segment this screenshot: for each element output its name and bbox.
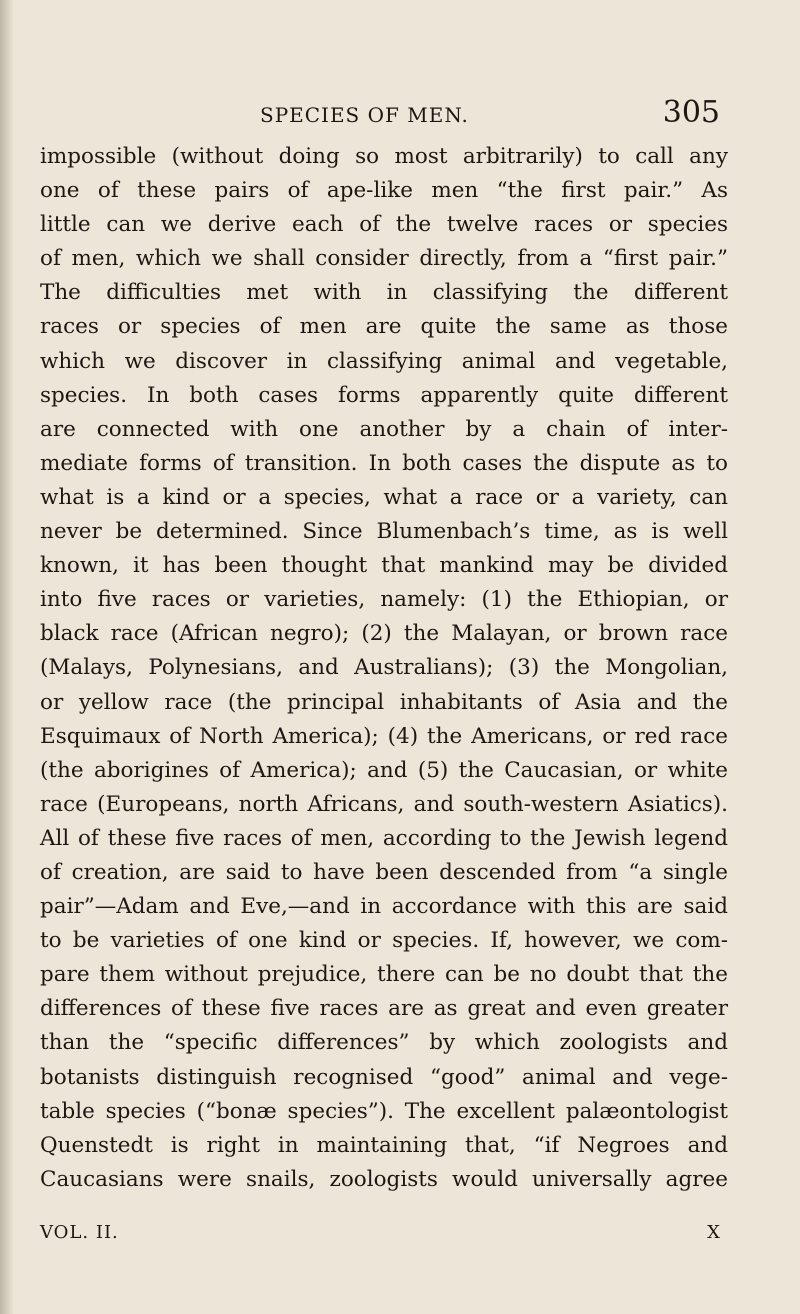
text-line: All of these five races of men, according to the Jewish legend	[40, 825, 728, 851]
text-line: to be varieties of one kind or species. If, however, we com-	[40, 928, 728, 954]
text-line: into five races or varieties, namely: (1) the Ethiopian, or	[40, 587, 728, 613]
running-head	[40, 95, 720, 135]
text-line: of men, which we shall consider directly, from a “first pair.”	[40, 246, 728, 272]
text-line: species. In both cases forms apparently quite different	[40, 382, 728, 408]
text-line: of creation, are said to have been descended from “a single	[40, 859, 728, 885]
text-line: than the “specific differences” by which zoologists and	[40, 1030, 728, 1056]
volume-label: VOL. II.	[40, 1222, 119, 1243]
text-line: Esquimaux of North America); (4) the Americans, or red race	[40, 723, 728, 749]
text-line: differences of these five races are as great and even greater	[40, 996, 728, 1022]
text-line: Quenstedt is right in maintaining that, “if Negroes and	[40, 1132, 728, 1158]
text-line: race (Europeans, north Africans, and south-western Asiatics).	[40, 791, 728, 817]
text-line: botanists distinguish recognised “good” animal and vege-	[40, 1064, 728, 1090]
running-title: SPECIES OF MEN.	[260, 103, 469, 127]
text-line: pare them without prejudice, there can be no doubt that the	[40, 962, 728, 988]
text-line: never be determined. Since Blumenbach’s time, as is well	[40, 519, 728, 545]
text-line: or yellow race (the principal inhabitants of Asia and the	[40, 689, 728, 715]
binding-edge	[0, 0, 14, 1314]
text-line: pair”—Adam and Eve,—and in accordance with this are said	[40, 894, 728, 920]
body-text	[40, 140, 728, 1197]
text-line: The difficulties met with in classifying the different	[40, 280, 728, 306]
text-line: little can we derive each of the twelve races or species	[40, 212, 728, 238]
text-line: impossible (without doing so most arbitrarily) to call any	[40, 144, 728, 169]
text-line: known, it has been thought that mankind may be divided	[40, 553, 728, 579]
text-line: table species (“bonæ species”). The excellent palæontologist	[40, 1098, 728, 1124]
text-line: are connected with one another by a chain of inter-	[40, 416, 728, 442]
text-line: black race (African negro); (2) the Malayan, or brown race	[40, 621, 728, 647]
text-line: Caucasians were snails, zoologists would universally agree	[40, 1166, 728, 1192]
text-line: which we discover in classifying animal and vegetable,	[40, 348, 728, 374]
text-line: what is a kind or a species, what a race or a variety, can	[40, 484, 728, 510]
text-line: one of these pairs of ape-like men “the first pair.” As	[40, 178, 728, 204]
signature-mark: X	[707, 1222, 720, 1243]
text-line: races or species of men are quite the same as those	[40, 314, 728, 340]
page-number: 305	[662, 95, 720, 130]
text-line: (Malays, Polynesians, and Australians); (3) the Mongolian,	[40, 655, 728, 681]
text-line: mediate forms of transition. In both cases the dispute as to	[40, 450, 728, 476]
signature-line	[40, 1222, 730, 1252]
text-line: (the aborigines of America); and (5) the Caucasian, or white	[40, 757, 728, 783]
